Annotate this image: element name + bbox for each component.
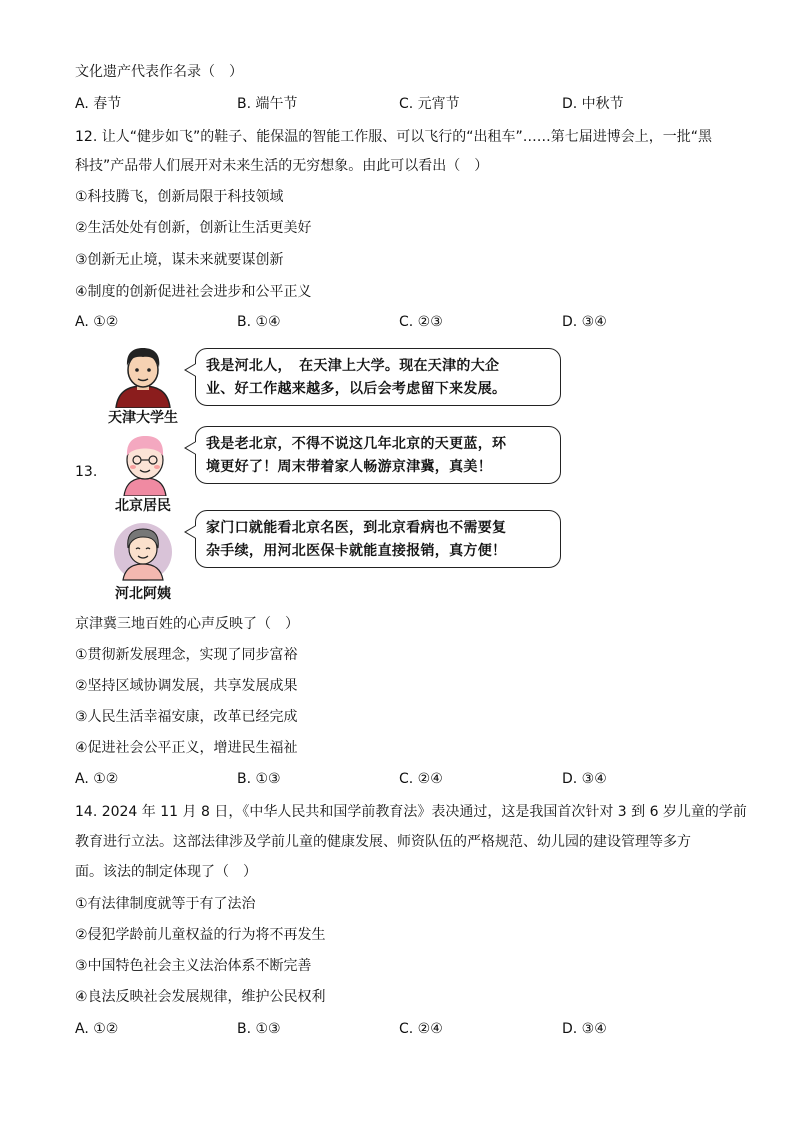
q13-option-d: D. ③④	[562, 771, 607, 787]
student-caption: 天津大学生	[108, 410, 178, 426]
q12-statement-2: ②生活处处有创新，创新让生活更美好	[75, 220, 312, 236]
q14-statement-4: ④良法反映社会发展规律，维护公民权利	[75, 989, 326, 1005]
bubble-tail	[184, 525, 196, 539]
hebei-auntie-speech-line2: 杂手续，用河北医保卡就能直接报销，真方便！	[206, 543, 507, 559]
q14-options	[75, 1019, 725, 1039]
student-speech-line1: 我是河北人， 在天津上大学。现在天津的大企	[206, 358, 500, 374]
q13-option-c: C. ②④	[399, 771, 443, 787]
q13-options	[75, 769, 725, 789]
q11-option-b: B. 端午节	[237, 96, 298, 112]
q12-options	[75, 312, 725, 332]
hebei-auntie-speech-bubble	[195, 510, 561, 568]
student-avatar-icon	[110, 342, 176, 408]
q13-statement-3: ③人民生活幸福安康，改革已经完成	[75, 709, 298, 725]
student-speech-bubble	[195, 348, 561, 406]
q13-statement-1: ①贯彻新发展理念，实现了同步富裕	[75, 647, 298, 663]
q11-options	[75, 94, 725, 114]
q14-stem-line2: 教育进行立法。这部法律涉及学前儿童的健康发展、师资队伍的严格规范、幼儿园的建设管理等多方	[75, 834, 691, 850]
q12-statement-3: ③创新无止境，谋未来就要谋创新	[75, 252, 284, 268]
q14-statement-2: ②侵犯学龄前儿童权益的行为将不再发生	[75, 927, 326, 943]
q14-option-c: C. ②④	[399, 1021, 443, 1037]
q13-option-a: A. ①②	[75, 771, 119, 787]
beijing-resident-speech-bubble	[195, 426, 561, 484]
bubble-tail	[184, 441, 196, 455]
beijing-resident-speech-line2: 境更好了！周末带着家人畅游京津冀，真美！	[206, 459, 492, 475]
q12-stem-line2: 科技”产品带人们展开对未来生活的无穷想象。由此可以看出（ ）	[75, 158, 489, 174]
q13-statement-4: ④促进社会公平正义，增进民生福祉	[75, 740, 298, 756]
q14-stem-line1: 14. 2024 年 11 月 8 日，《中华人民共和国学前教育法》表决通过，这是我国首次针对 3 到 6 岁儿童的学前	[75, 804, 747, 820]
q14-statement-1: ①有法律制度就等于有了法治	[75, 896, 256, 912]
q14-option-b: B. ①③	[237, 1021, 281, 1037]
beijing-resident-caption: 北京居民	[115, 498, 171, 514]
beijing-resident-speech-line1: 我是老北京，不得不说这几年北京的天更蓝，环	[206, 436, 507, 452]
q14-option-d: D. ③④	[562, 1021, 607, 1037]
student-speech-line2: 业、好工作越来越多，以后会考虑留下来发展。	[206, 381, 507, 397]
q13-statement-2: ②坚持区域协调发展，共享发展成果	[75, 678, 298, 694]
q12-option-a: A. ①②	[75, 314, 119, 330]
hebei-auntie-avatar-icon	[113, 522, 173, 582]
q11-option-a: A. 春节	[75, 96, 122, 112]
bubble-tail	[184, 363, 196, 377]
q14-stem-line3: 面。该法的制定体现了（ ）	[75, 864, 257, 880]
q12-option-d: D. ③④	[562, 314, 607, 330]
hebei-auntie-speech-line1: 家门口就能看北京名医，到北京看病也不需要复	[206, 520, 507, 536]
q12-stem-line1: 12. 让人“健步如飞”的鞋子、能保温的智能工作服、可以飞行的“出租车”……第七届进博会上，一批“黑	[75, 129, 712, 145]
q11-option-c: C. 元宵节	[399, 96, 460, 112]
q12-option-c: C. ②③	[399, 314, 443, 330]
q13-stem: 京津冀三地百姓的心声反映了（ ）	[75, 616, 299, 632]
q13-number: 13.	[75, 464, 98, 480]
q12-statement-4: ④制度的创新促进社会进步和公平正义	[75, 284, 312, 300]
q14-statement-3: ③中国特色社会主义法治体系不断完善	[75, 958, 312, 974]
q12-option-b: B. ①④	[237, 314, 281, 330]
hebei-auntie-caption: 河北阿姨	[115, 586, 171, 602]
q12-statement-1: ①科技腾飞，创新局限于科技领域	[75, 189, 284, 205]
question-11-stem-end: 文化遗产代表作名录（ ）	[75, 64, 243, 80]
q13-option-b: B. ①③	[237, 771, 281, 787]
beijing-resident-avatar-icon	[114, 432, 176, 496]
q11-option-d: D. 中秋节	[562, 96, 624, 112]
q14-option-a: A. ①②	[75, 1021, 119, 1037]
